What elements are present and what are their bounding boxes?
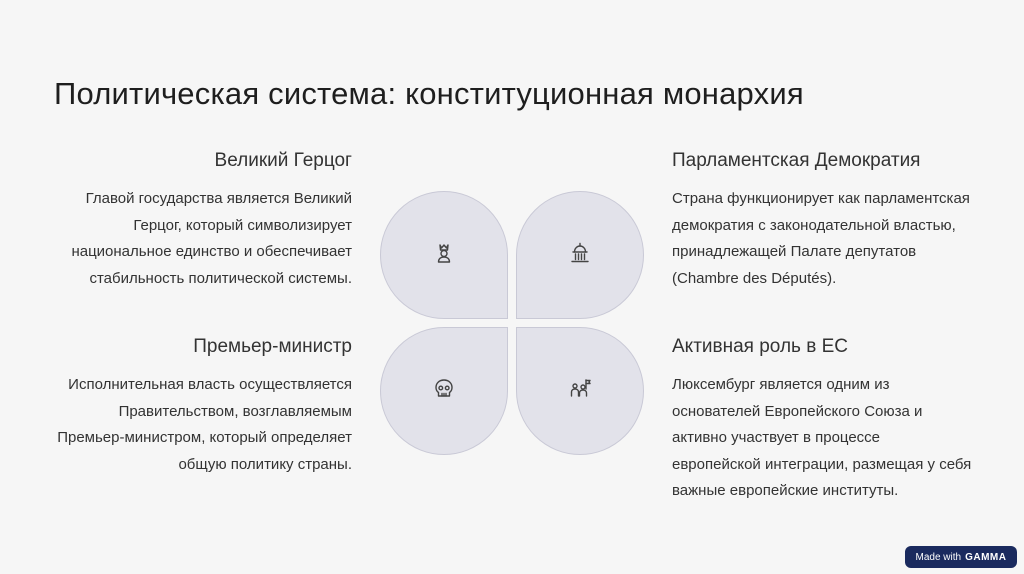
block-heading: Премьер-министр xyxy=(193,336,352,357)
petal-top-right xyxy=(516,191,644,319)
crowned-person-icon xyxy=(432,241,456,270)
petal-bottom-right xyxy=(516,327,644,455)
block-heading: Активная роль в ЕС xyxy=(672,336,848,357)
capitol-building-icon xyxy=(568,241,592,270)
gamma-logo: GAMMA xyxy=(965,551,1007,563)
skull-icon xyxy=(432,377,456,406)
block-eu-role xyxy=(672,336,972,505)
block-text: Исполнительная власть осуществляется Правительством, возглавляемым Премьер-министром, который определяет общую политику страны. xyxy=(57,376,352,473)
block-prime-minister xyxy=(52,336,352,478)
made-with-gamma-badge[interactable] xyxy=(905,546,1017,568)
block-parliamentary-democracy xyxy=(672,150,972,292)
block-grand-duke xyxy=(52,150,352,292)
block-text: Люксембург является одним из основателей Европейского Союза и активно участвует в процессе европейской интеграции, размещая у себя важные европейские институты. xyxy=(672,376,972,499)
block-heading: Парламентская Демократия xyxy=(672,150,921,171)
petal-bottom-left xyxy=(380,327,508,455)
petal-top-left xyxy=(380,191,508,319)
people-with-flag-icon xyxy=(568,377,592,406)
badge-prefix: Made with xyxy=(915,551,962,563)
block-heading: Великий Герцог xyxy=(214,150,352,171)
block-text: Главой государства является Великий Герцог, который символизирует национальное единство и обеспечивает стабильность политической системы. xyxy=(71,190,352,287)
page-title: Политическая система: конституционная монархия xyxy=(54,76,804,111)
block-text: Страна функционирует как парламентская демократия с законодательной властью, принадлежащей Палате депутатов (Chambre des Députés). xyxy=(672,190,970,287)
